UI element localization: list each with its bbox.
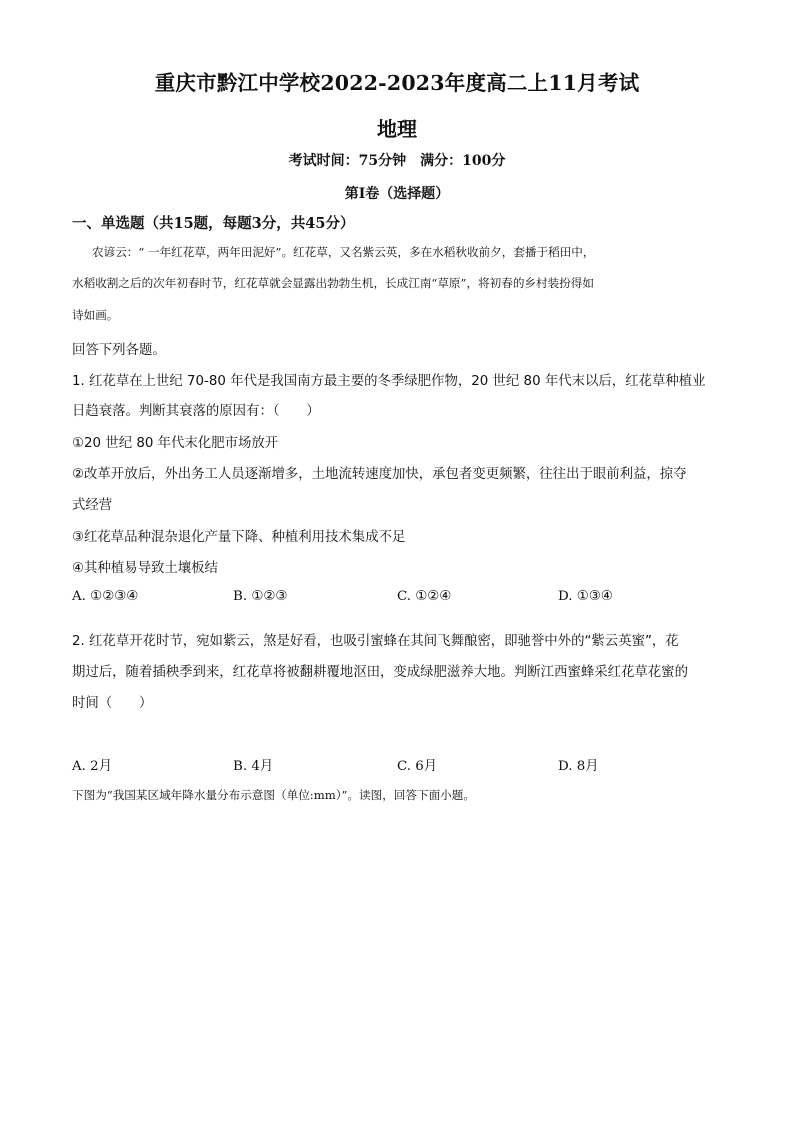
- intro-line: 农谚云：“ 一年红花草，两年田泥好”。红花草，又名紫云英，多在水稻秋收前夕，套播于稻田中，: [92, 245, 595, 259]
- subject-title: 地理: [377, 117, 417, 141]
- q2-option-a[interactable]: A. 2月: [72, 759, 113, 774]
- volume-title: 第Ⅰ卷（选择题）: [344, 186, 450, 202]
- statement-1: ①20 世纪 80 年代末化肥市场放开: [72, 436, 279, 451]
- question-2-stem: 时间（ ）: [72, 696, 153, 711]
- question-1-stem: 1. 红花草在上世纪 70-80 年代是我国南方最主要的冬季绿肥作物，20 世纪 80 年代末以后，红花草种植业: [72, 374, 706, 389]
- q1-option-a[interactable]: A. ①②③④: [72, 589, 139, 604]
- statement-2-cont: 式经营: [72, 498, 113, 513]
- q2-option-b[interactable]: B. 4月: [233, 759, 274, 774]
- section-heading: 一、单选题（共15题，每题3分，共45分）: [72, 215, 355, 232]
- figure-intro: 下图为“我国某区域年降水量分布示意图（单位:mm）”。读图，回答下面小题。: [72, 788, 475, 802]
- exam-info: 考试时间：75分钟 满分：100分: [288, 153, 506, 169]
- statement-2: ②改革开放后，外出务工人员逐渐增多，土地流转速度加快，承包者变更频繁，往往出于眼前利益，掠夺: [72, 467, 687, 482]
- instruction: 回答下列各题。: [72, 343, 166, 358]
- q1-option-d[interactable]: D. ①③④: [558, 589, 613, 604]
- question-2-stem: 2. 红花草开花时节，宛如紫云，煞是好看，也吸引蜜蜂在其间飞舞酿密，即驰誉中外的“紫云英蜜”，花: [72, 634, 679, 649]
- q2-option-c[interactable]: C. 6月: [397, 759, 438, 774]
- question-2-stem: 期过后，随着插秧季到来，红花草将被翻耕覆地沤田，变成绿肥滋养大地。判断江西蜜蜂采红花草花蜜的: [72, 665, 688, 680]
- statement-4: ④其种植易导致土壤板结: [72, 561, 218, 576]
- statement-3: ③红花草品种混杂退化产量下降、种植利用技术集成不足: [72, 530, 406, 545]
- exam-title: 重庆市黔江中学校2022-2023年度高二上11月考试: [154, 71, 640, 95]
- intro-line: 水稻收割之后的次年初春时节，红花草就会显露出勃勃生机，长成江南“草原”，将初春的乡村装扮得如: [72, 276, 594, 290]
- q2-option-d[interactable]: D. 8月: [558, 759, 599, 774]
- q1-option-c[interactable]: C. ①②④: [397, 589, 452, 604]
- q1-option-b[interactable]: B. ①②③: [233, 589, 288, 604]
- question-1-stem: 日趋衰落。判断其衰落的原因有：（ ）: [72, 404, 320, 419]
- intro-line: 诗如画。: [72, 308, 119, 322]
